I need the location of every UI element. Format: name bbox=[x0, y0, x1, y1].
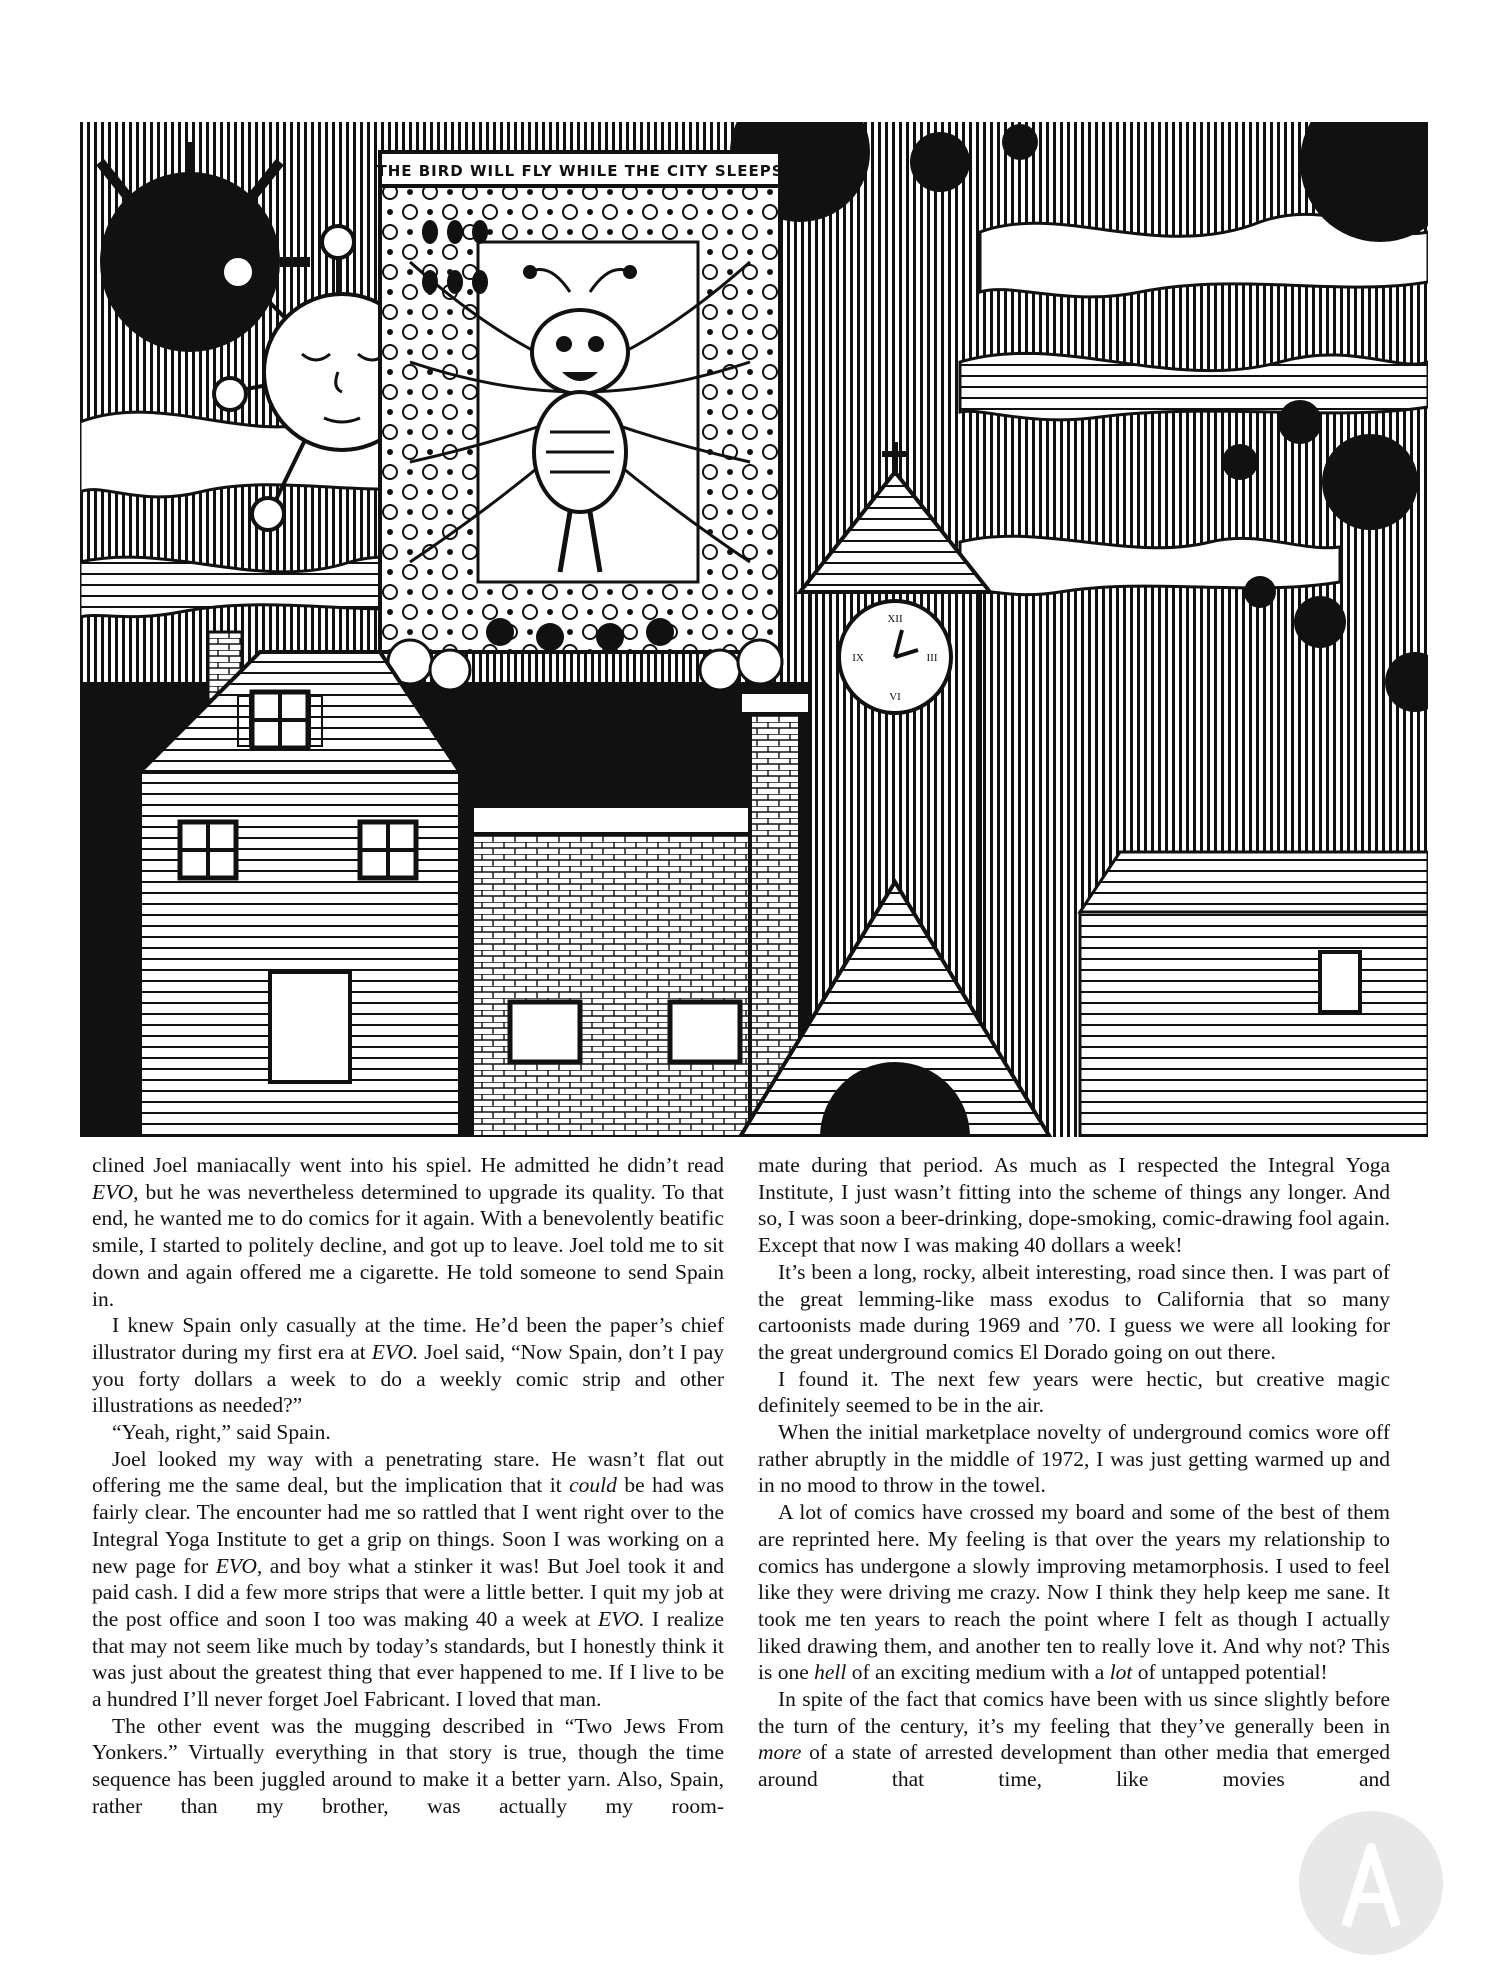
text-run: In spite of the fact that comics have been with us since slightly before the turn of the century, it’s my feeling that they’ve generally been in bbox=[758, 1687, 1390, 1738]
text-run: of an exciting medium with a bbox=[846, 1660, 1110, 1685]
right-building bbox=[1080, 852, 1428, 1137]
article-column-left bbox=[92, 1152, 724, 1820]
text-run: I found it. The next few years were hectic, but creative magic definitely seemed to be in the air. bbox=[758, 1366, 1390, 1418]
paragraph bbox=[92, 1419, 724, 1446]
text-run: be had was fairly clear. The encounter had me so rattled that I went right over to the Integral Yoga Institute to get a grip on things. Soon I was working on a new page for bbox=[92, 1473, 724, 1578]
paragraph bbox=[758, 1152, 1390, 1259]
italic-text-run: EVO, bbox=[92, 1179, 139, 1204]
text-run: of a state of arrested development than other media that emerged around that time, like movies and bbox=[758, 1740, 1390, 1792]
text-run: “Yeah, right,” said Spain. bbox=[112, 1420, 331, 1445]
italic-text-run: hell bbox=[814, 1660, 847, 1685]
text-run: A lot of comics have crossed my board and some of the best of them are reprinted here. My feeling is that over the years my relationship to comics has undergone a slowly improving metamorphosis. I used to feel like they were driving me crazy. Now I think they help keep me sane. It took me ten years to reach the point where I felt as though I actually liked drawing them, and another ten to really love it. And why not? This is one bbox=[758, 1500, 1390, 1685]
text-run: and boy what a stinker it was! But Joel took it and paid cash. I did a few more strips that were a little better. I quit my job at the post office and soon I too was making 40 a week at bbox=[92, 1553, 724, 1631]
article-column-right bbox=[758, 1152, 1390, 1793]
clock bbox=[839, 601, 951, 713]
italic-text-run: EVO. bbox=[371, 1339, 419, 1364]
text-run: It’s been a long, rocky, albeit interesting, road since then. I was part of the great lemming-like mass exodus to California that so many cartoonists made during 1969 and ’70. I guess we were all looking for the great underground comics El Dorado going on out there. bbox=[758, 1259, 1390, 1364]
text-run: The other event was the mugging described in “Two Jews From Yonkers.” Virtually everything in that story is true, though the time sequence has been juggled around to make it a better yarn. Also, Spain, rather than my brother, was actually my room- bbox=[92, 1713, 724, 1818]
paragraph bbox=[758, 1419, 1390, 1499]
stone-building bbox=[472, 766, 762, 1137]
illustration-bird-over-sleeping-city bbox=[80, 122, 1428, 1137]
text-run: Joel looked my way with a penetrating stare. He wasn’t flat out offering me the same deal, but the implication that it bbox=[92, 1446, 724, 1498]
clock-numeral-12: XII bbox=[887, 613, 903, 625]
italic-text-run: lot bbox=[1109, 1660, 1133, 1685]
paragraph bbox=[92, 1152, 724, 1312]
publisher-logo-watermark bbox=[1296, 1808, 1446, 1958]
italic-text-run: more bbox=[758, 1740, 802, 1765]
paragraph bbox=[758, 1366, 1390, 1419]
italic-text-run: EVO, bbox=[215, 1553, 263, 1578]
text-run: I realize that may not seem like much by today’s standards, but I honestly think it was just about the greatest thing that ever happened to me. If I live to be a hundred I’ll never forget Joel Fabricant. I loved that man. bbox=[92, 1606, 724, 1712]
text-run: I knew Spain only casually at the time. He’d been the paper’s chief illustrator during my first era at bbox=[92, 1313, 724, 1364]
text-run: mate during that period. As much as I respected the Integral Yoga Institute, I just wasn’t fitting into the scheme of things any longer. And so, I was soon a beer-drinking, dope-smoking, comic-drawing fool again. Except that now I was making 40 dollars a week! bbox=[758, 1153, 1390, 1258]
italic-text-run: EVO. bbox=[597, 1606, 645, 1631]
italic-text-run: could bbox=[569, 1473, 617, 1498]
paragraph bbox=[92, 1312, 724, 1419]
paragraph bbox=[758, 1686, 1390, 1793]
bird-poster bbox=[376, 152, 783, 690]
text-run: clined Joel maniacally went into his spiel. He admitted he didn’t read bbox=[92, 1153, 724, 1177]
paragraph bbox=[758, 1499, 1390, 1686]
paragraph bbox=[758, 1259, 1390, 1366]
clock-numeral-6: VI bbox=[889, 691, 901, 703]
text-run: Joel said, “Now Spain, don’t I pay you forty dollars a week to do a weekly comic strip and other illustrations as needed?” bbox=[92, 1339, 724, 1418]
text-run: but he was nevertheless determined to upgrade its quality. To that end, he wanted me to do comics for it again. With a benevolently beatific smile, I started to politely decline, and got up to leave. Joel told me to sit down and again offered me a cigarette. He told someone to send Spain in. bbox=[92, 1179, 724, 1311]
text-run: When the initial marketplace novelty of underground comics wore off rather abruptly in the middle of 1972, I was just getting warmed up and in no mood to throw in the towel. bbox=[758, 1420, 1390, 1498]
clock-numeral-3: III bbox=[926, 652, 938, 664]
poster-banner-text: THE BIRD WILL FLY WHILE THE CITY SLEEPS bbox=[376, 162, 784, 180]
clock-numeral-9: IX bbox=[852, 652, 864, 664]
paragraph bbox=[92, 1713, 724, 1820]
paragraph bbox=[92, 1446, 724, 1713]
text-run: of untapped potential! bbox=[1132, 1660, 1328, 1685]
